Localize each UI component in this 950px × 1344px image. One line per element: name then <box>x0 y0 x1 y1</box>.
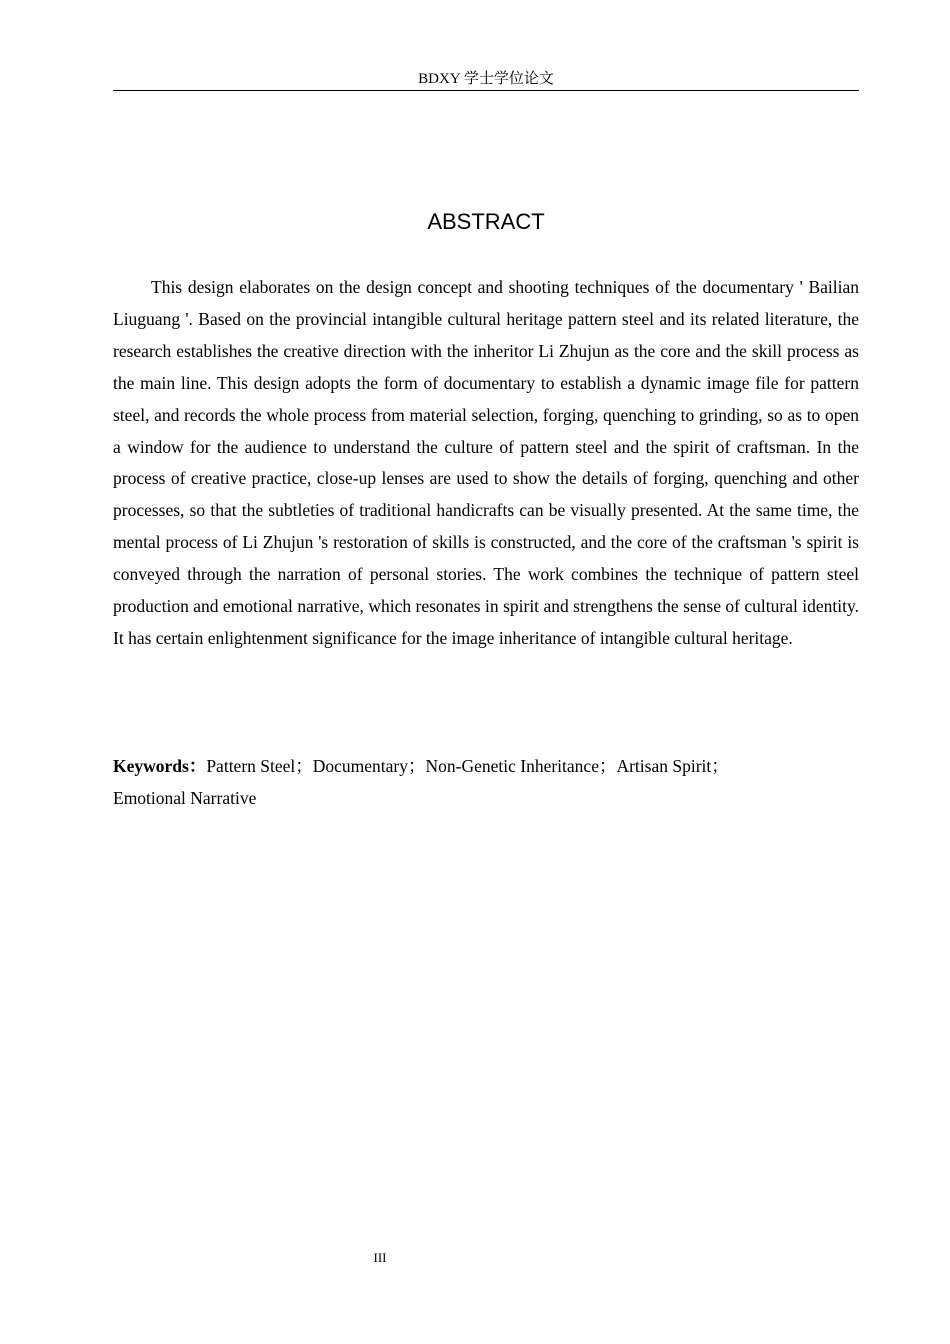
page-header: BDXY 学士学位论文 <box>113 68 859 91</box>
keywords-line-2: Emotional Narrative <box>113 787 257 808</box>
keywords-line-1 <box>113 751 813 783</box>
keywords-label: Keywords： <box>113 756 207 776</box>
abstract-body: This design elaborates on the design concept and shooting techniques of the documentary ' Bailian Liuguang '. Based on the provincial intangible cultural heritage pattern steel and its related literature, the research establishes the creative direction with the inheritor Li Zhujun as the core and the skill process as the main line. This design adopts the form of documentary to establish a dynamic image file for pattern steel, and records the whole process from material selection, forging, quenching to grinding, so as to open a window for the audience to understand the culture of pattern steel and the spirit of craftsman. In the process of creative practice, close-up lenses are used to show the details of forging, quenching and other processes, so that the subtleties of traditional handicrafts can be visually presented. At the same time, the mental process of Li Zhujun 's restoration of skills is constructed, and the core of the craftsman 's spirit is conveyed through the narration of personal stories. The work combines the technique of pattern steel production and emotional narrative, which resonates in spirit and strengthens the sense of cultural identity. It has certain enlightenment significance for the image inheritance of intangible cultural heritage. <box>113 277 859 648</box>
keywords-section <box>113 751 813 814</box>
abstract-title: ABSTRACT <box>427 209 545 234</box>
keywords-list: Pattern Steel；Documentary；Non-Genetic Inheritance；Artisan Spirit； <box>206 756 729 776</box>
page-number: III <box>373 1250 387 1265</box>
